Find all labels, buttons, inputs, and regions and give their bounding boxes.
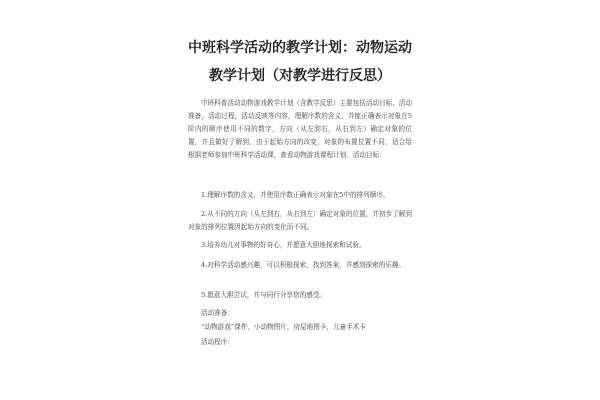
objective-item-5 (188, 289, 412, 302)
preparation-heading (188, 307, 412, 320)
objective-item-2 (188, 208, 412, 234)
procedure-heading-text: 活动程序： (201, 338, 234, 346)
objective-text: 2.从不同的方向（从左到右，从右到左）确定对象的位置，并初步了解到对象的排列位置因起始方向的变化而不同。 (188, 210, 412, 231)
objective-text: 1.理解序数的含义，并使用序数正确表示对象在5中的排列顺序。 (201, 191, 390, 199)
objective-text: 4.对科学活动感兴趣，可以积极探索，找到答案，并感到探索的乐趣。 (201, 261, 406, 269)
objective-text: 5.愿意大胆尝试，并与同行分享您的感受。 (201, 291, 326, 299)
preparation-body-text: “动物游戏”课件，小动物图片，房屋地图卡，儿童手术卡 (201, 323, 366, 331)
objective-item-1 (188, 189, 412, 202)
intro-paragraph (188, 97, 412, 162)
objective-item-3 (188, 239, 412, 252)
procedure-heading (188, 336, 412, 349)
preparation-body (188, 321, 412, 334)
preparation-heading-text: 活动准备： (201, 309, 234, 317)
document-title-line-2: 教学计划（对教学进行反思） (209, 68, 391, 84)
intro-text: 中班科普活动动物游戏教学计划（含教学反思）主要包括活动目标，活动准备，活动过程，活动反映等内容，理解序数的含义，并能正确表示对象在5阶内的顺序使用不同的数字，方向（从左到右，从右到左）确定对象的位置，并且做好了解到，由于起始方向的改变，对象的布置位置不同，适合给根据老师参加中班科学活动课，查看动物游戏课程计划．活动目标： (188, 99, 412, 159)
objective-item-4 (188, 259, 412, 272)
objective-text: 3.培养幼儿对事物的好奇心，并愿意大胆地探索和试验。 (201, 241, 366, 249)
document-title-line-1: 中班科学活动的教学计划：动物运动 (188, 40, 412, 56)
